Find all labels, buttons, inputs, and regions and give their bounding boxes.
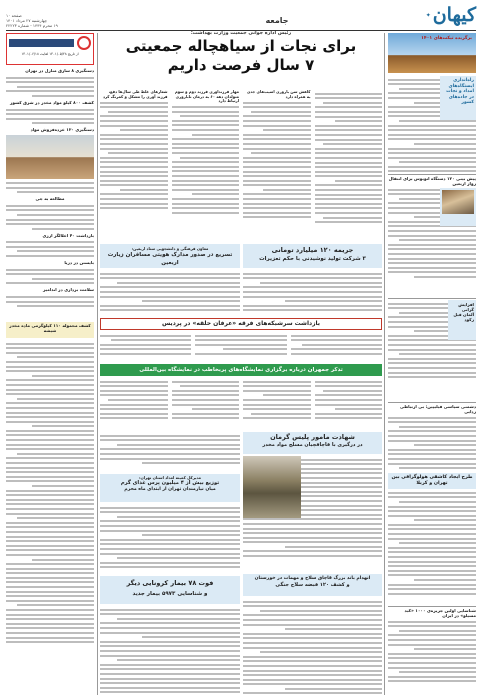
weapons-story-body [243, 598, 382, 694]
left-brief-4-text [6, 205, 94, 230]
lead-body-columns [100, 90, 382, 242]
right-story-4 [388, 404, 476, 604]
lead-col-1-text [315, 93, 383, 224]
green-col-4 [100, 378, 168, 419]
lead-headline-block [100, 31, 382, 89]
bus-box [440, 188, 476, 226]
column-rule [97, 33, 98, 695]
cult-col-2 [195, 332, 286, 355]
lead-body [100, 90, 382, 242]
right-story-2-title: پیش بینی ۱۲۰ دستگاه اتوبوس برای انتقال زوار اربعین [388, 176, 476, 186]
martyr-story-head [243, 432, 382, 454]
martyr-title-1: شهادت مامور پلیس گرمان [270, 433, 355, 441]
ad-photo-caption: برگزیده تیکت‌های ۱۴۰۱ [421, 36, 472, 41]
food-kicker: مدیرکل کمیته امداد استان تهران: [138, 475, 202, 480]
pilgrim-story-body [100, 270, 240, 314]
left-brief-5: بازداشت ۴۰ اخلالگر ارزی [42, 232, 94, 238]
fine-title-2: ۳ شرکت تولید نوشیدنی با حکم تعزیرات [259, 256, 366, 262]
bus-image [442, 190, 474, 214]
left-ad [6, 33, 94, 65]
right-story-4-head: دشمنی سیاسی فیلیپین: بی ارتباطی زدایی [399, 404, 476, 414]
left-brief-1-text [6, 77, 94, 97]
lead-col-4-text [100, 102, 168, 210]
logo-word: کیهان [432, 4, 476, 26]
left-brief-3-text [6, 182, 94, 193]
covid-title-2: و شناسایی ۵۹۷۳ بیمار جدید [132, 591, 208, 597]
right-story-3-head: افزایش گرانی آلمان قبل رکود [453, 302, 474, 322]
cult-story-body [100, 332, 382, 362]
left-headline: کشف محموله ۱۱۰ کیلوگرمی ماده مخدر شیشه [9, 323, 91, 333]
hologram-head: طرح ایجاد کاشفی هولوگرافی بین تهران و کربلا [391, 475, 473, 487]
right-story-4-text [388, 417, 476, 470]
lead-title-1: برای نجات از سیاهچاله جمعیتی [125, 37, 357, 55]
hologram-box [388, 473, 476, 489]
left-ad-inner [7, 34, 93, 52]
left-brief-2: کشف ۸۰۰ کیلو مواد مخدر در شرق کشور [9, 99, 94, 105]
food-story-head [100, 474, 240, 502]
green-story-columns [100, 378, 382, 419]
lead-col-3-text [172, 106, 240, 214]
left-brief-7-text [6, 296, 94, 307]
left-brief-1: دستگیری ۸ سارق منازل در تهران [25, 68, 94, 73]
camel-image [6, 135, 94, 179]
right-story-5-text [388, 621, 476, 683]
lead-sub-2: مهار فرزندآوری فرزند دوم و سوم متولدان دهه ۶۰ به درمان ناباروری ارتباط دارد [174, 90, 239, 103]
dateline [6, 13, 156, 28]
right-story-2 [388, 176, 476, 296]
left-long-story [6, 340, 94, 694]
food-title-1: توزیع بیش از ۴ میلیون پرس غذای گرم [120, 480, 220, 486]
green-banner-title: تذکر جمهران درباره برگزاری نمایشگاه‌های پربخاطب در نمایشگاه بین‌المللی [139, 367, 343, 373]
weapons-title-1: انهدام باند بزرگ قاچاق سلاح و مهمات در خوزستان [254, 576, 371, 581]
ship-image [388, 33, 476, 73]
cult-story-head [100, 318, 382, 330]
cult-col-3 [100, 332, 191, 355]
ad-ring-icon [77, 36, 91, 50]
lead-sub-3: شعارهای غلط طی سال‌ها دفع، فرزند آوری را مشکل و کمرنگ کرد [102, 90, 168, 99]
pilgrim-story-text [100, 273, 240, 314]
right-story-5 [388, 608, 476, 694]
column-rule [384, 33, 385, 695]
martyr-title-2: در درگیری با قاچاقچیان مسلح مواد مخدر [262, 442, 363, 448]
masthead [6, 3, 476, 31]
lead-col-1 [315, 90, 383, 242]
pilgrim-kicker: معاون فرهنگی و دانشجویی ستاد اربعین: [131, 246, 209, 251]
weapons-story-head [243, 574, 382, 596]
divider [388, 606, 476, 607]
right-story-3-box [448, 300, 476, 340]
fine-story-head [243, 244, 382, 268]
lead-kicker: رئیس اداره جوانی جمعیت وزارت بهداشت: [190, 31, 292, 36]
left-brief-6-text [6, 269, 94, 285]
section-name: جامعه [265, 16, 289, 25]
fine-story-text [243, 273, 382, 314]
cult-col-1 [291, 332, 382, 355]
covid-story-text [100, 609, 240, 694]
food-story-text [100, 507, 240, 569]
right-story-1 [388, 76, 476, 172]
food-story-top [100, 432, 240, 472]
green-col-1 [315, 378, 383, 419]
left-long-story-text [6, 343, 94, 644]
divider [388, 402, 476, 403]
right-story-3 [388, 300, 476, 400]
right-story-5-title: شناسایی اولین جزیره‌ی ۱۰۰۰ «کبد مسیلو» در ایران [404, 608, 476, 618]
lead-col-2 [243, 90, 311, 242]
green-story-body [100, 378, 382, 430]
weapons-title-2: و کشف ۱۲۰ قبضه سلاح جنگی [275, 582, 350, 588]
left-briefs [6, 68, 94, 318]
left-headline-box [6, 322, 94, 338]
covid-title-1: فوت ۷۸ بیمار کرونایی دیگر [126, 579, 214, 587]
food-title-2: میان نیازمندان تهران از ابتدای ماه محرم [124, 487, 216, 492]
fine-title-1: جریمه ۱۲۰ میلیارد تومانی [271, 246, 354, 254]
soldier-image [243, 456, 301, 518]
right-story-1-box [440, 76, 476, 120]
date-line-1: چهارشنبه ۲۷ مرداد ۱۴۰۱ [6, 18, 48, 23]
right-story-1-head: راه‌اندازی ایستگاه‌های امداد و نجات در جاده‌های کشور [446, 78, 474, 105]
logo-star-icon: ✦ [425, 11, 431, 19]
cult-story-columns [100, 332, 382, 355]
left-ad-text: از تاریخ ۱۴۰۱/۰۵/۲۸ لغایت ۱۴۰۱/۰۶/۱۸ [21, 52, 79, 56]
fine-story-body [243, 270, 382, 314]
lead-col-3 [172, 90, 240, 242]
divider [388, 174, 476, 175]
covid-story-head [100, 576, 240, 604]
page-number: صفحه ۱۰ [6, 13, 22, 18]
lead-col-2-text [243, 102, 311, 219]
pilgrim-story-head [100, 244, 240, 268]
green-col-3 [172, 378, 240, 419]
left-brief-4: مطالعه به جی [35, 196, 65, 202]
divider [388, 298, 476, 299]
cult-title: بازداشت سرشبکه‌های فرقه «عرفان حلقه» در پردیس [161, 320, 321, 327]
food-story-pre-text [100, 435, 240, 465]
left-brief-6: بایستن در دریا [64, 260, 94, 266]
right-story-4-text-2 [388, 492, 476, 595]
weapons-story-text [243, 601, 382, 694]
ad-banner [9, 39, 74, 47]
food-story-body [100, 504, 240, 572]
martyr-story-body [243, 456, 382, 572]
left-brief-3: دستگیری ۱۳۰ خرده‌فروش مواد [30, 127, 94, 133]
pilgrim-title: تسریع در صدور مدارک هویتی مسافران زیارت اربعین [107, 252, 233, 266]
logo [398, 2, 476, 28]
lead-col-4 [100, 90, 168, 242]
ad-photo [388, 33, 476, 73]
left-brief-5-text [6, 241, 94, 257]
date-line-2: ۱۹ محرم ۱۴۴۴ - شماره ۲۲۲۲۳ [6, 23, 58, 28]
covid-story-body [100, 606, 240, 694]
green-col-2 [243, 378, 311, 419]
left-brief-7: سلامت برداری در اندامیر [42, 287, 94, 293]
green-banner [100, 364, 382, 376]
lead-sub-1: کاهش سن باروری آسیب‌های جدی به همراه دارد [246, 90, 311, 99]
left-brief-2-text [6, 109, 94, 125]
lead-title-2: ۷ سال فرصت داریم [167, 56, 315, 74]
